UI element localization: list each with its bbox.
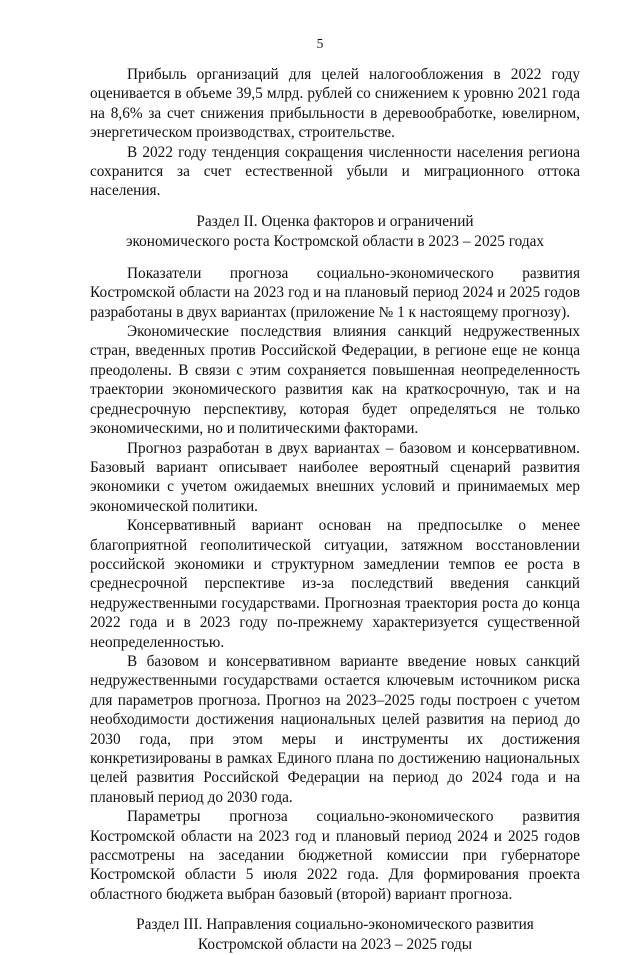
- paragraph-variants: Прогноз разработан в двух вариантах – базовом и консервативном. Базовый вариант описывает наиболее вероятный сценарий развития экономики с учетом ожидаемых внешних условий и принимаемых мер экономической политики.: [90, 439, 580, 515]
- paragraph-profit: Прибыль организаций для целей налогообложения в 2022 году оценивается в объеме 39,5 млрд. рублей со снижением к уровню 2021 года на 8,6% за счет снижения прибыльности в деревообработке, ювелирном, энергетическом производствах, строительстве.: [90, 66, 580, 142]
- section-2-heading-line-2: экономического роста Костромской области в 2023 – 2025 годах: [125, 232, 545, 250]
- document-body: [90, 65, 580, 955]
- section-3-heading-line-2: Костромской области на 2023 – 2025 годы: [197, 936, 473, 954]
- paragraph-risks: В базовом и консервативном варианте введение новых санкций недружественными государствами остается ключевым источником риска для параметров прогноза. Прогноз на 2023–2025 годы построен с учетом необходимости достижения национальных целей развития на период до 2030 года, при этом меры и инструменты их достижения конкретизированы в рамках Единого плана по достижению национальных целей развития Российской Федерации на период до 2024 года и на плановый период до 2030 года.: [90, 652, 580, 806]
- page-number: 5: [316, 36, 324, 51]
- section-2-heading-line-1: Раздел II. Оценка факторов и ограничений: [196, 212, 474, 230]
- paragraph-sanctions: Экономические последствия влияния санкций недружественных стран, введенных против Российской Федерации, в регионе еще не конца преодолены. В связи с этим сохраняется повышенная неопределенность траектории экономического развития как на краткосрочную, так и на среднесрочную перспективу, которая будет определяться не только экономическими, но и политическими факторами.: [90, 323, 580, 438]
- paragraph-parameters: Параметры прогноза социально-экономического развития Костромской области на 2023 год и плановый период 2024 и 2025 годов рассмотрены на заседании бюджетной комиссии при губернаторе Костромской области 5 июля 2022 года. Для формирования проекта областного бюджета выбран базовый (второй) вариант прогноза.: [90, 808, 580, 903]
- section-3-heading-line-1: Раздел III. Направления социально-экономического развития: [136, 916, 534, 934]
- paragraph-population: В 2022 году тенденция сокращения численности населения региона сохранится за счет естественной убыли и миграционного оттока населения.: [90, 143, 580, 200]
- paragraph-conservative: Консервативный вариант основан на предпосылке о менее благоприятной геополитической ситуации, затяжном восстановлении российской экономики и структурном замедлении темпов ее роста в среднесрочной перспективе из-за последствий введения санкций недружественными государствами. Прогнозная траектория роста до конца 2022 года и в 2023 году по-прежнему характеризуется существенной неопределенностью.: [90, 517, 580, 651]
- paragraph-forecast-indicators: Показатели прогноза социально-экономического развития Костромской области на 2023 год и на плановый период 2024 и 2025 годов разработаны в двух вариантах (приложение № 1 к настоящему прогнозу).: [90, 264, 580, 321]
